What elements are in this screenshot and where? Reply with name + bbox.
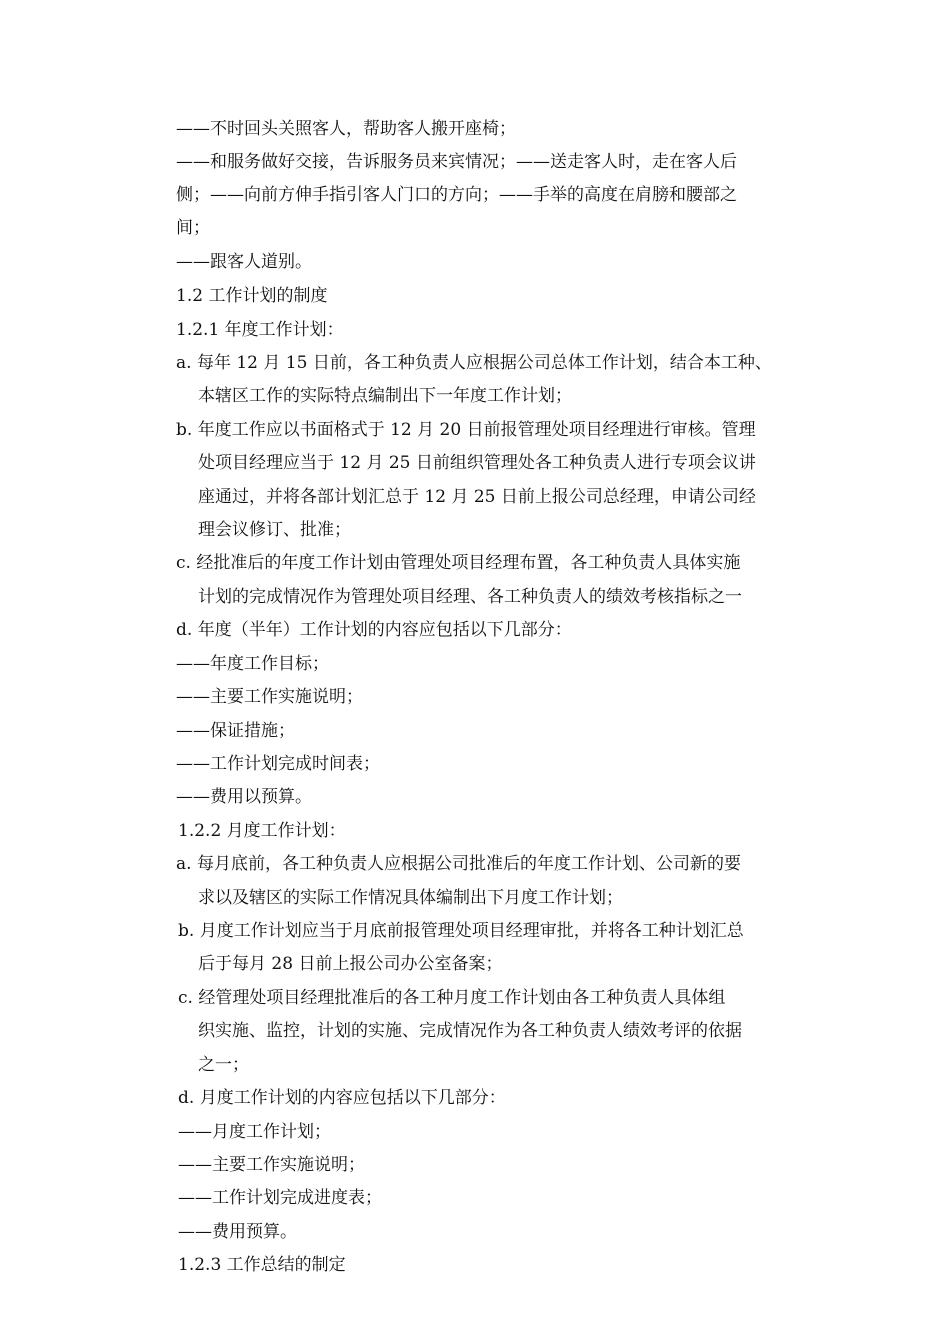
subsection-heading: 1.2.1 年度工作计划：: [176, 320, 344, 340]
list-item-d: d. 年度（半年）工作计划的内容应包括以下几部分：: [176, 620, 572, 640]
list-item-continuation: 计划的完成情况作为管理处项目经理、各工种负责人的绩效考核指标之一: [198, 587, 742, 607]
subsection-heading: 1.2.3 工作总结的制定: [178, 1255, 346, 1275]
list-item-continuation: 织实施、监控，计划的实施、完成情况作为各工种负责人绩效考评的依据: [198, 1021, 742, 1041]
text-line: ——和服务做好交接，告诉服务员来宾情况；——送走客人时，走在客人后: [176, 152, 737, 172]
text-line: 间；: [176, 218, 210, 238]
list-item-b: b. 年度工作应以书面格式于 12 月 20 日前报管理处项目经理进行审核。管理: [176, 420, 756, 440]
list-item-a: a. 每月底前，各工种负责人应根据公司批准后的年度工作计划、公司新的要: [176, 854, 741, 874]
text-line: 侧；——向前方伸手指引客人门口的方向；——手举的高度在肩膀和腰部之: [176, 185, 737, 205]
list-item-b: b. 月度工作计划应当于月底前报管理处项目经理审批，并将各工种计划汇总: [178, 921, 744, 941]
list-item-d: d. 月度工作计划的内容应包括以下几部分：: [178, 1088, 506, 1108]
dash-item: ——主要工作实施说明；: [176, 687, 363, 707]
list-item-c: c. 经批准后的年度工作计划由管理处项目经理布置，各工种负责人具体实施: [176, 553, 741, 573]
list-item-continuation: 后于每月 28 日前上报公司办公室备案；: [198, 954, 503, 974]
section-heading: 1.2 工作计划的制度: [176, 286, 328, 306]
list-item-continuation: 之一；: [198, 1055, 249, 1075]
list-item-continuation: 座通过，并将各部计划汇总于 12 月 25 日前上报公司总经理，申请公司经: [198, 487, 756, 507]
dash-item: ——工作计划完成进度表；: [178, 1188, 382, 1208]
text-line: ——不时回头关照客人，帮助客人搬开座椅；: [176, 119, 516, 139]
dash-item: ——保证措施；: [176, 721, 295, 741]
dash-item: ——年度工作目标；: [176, 654, 329, 674]
dash-item: ——月度工作计划；: [178, 1122, 331, 1142]
text-line: ——跟客人道别。: [176, 252, 312, 272]
list-item-continuation: 理会议修订、批准；: [198, 520, 351, 540]
list-item-continuation: 求以及辖区的实际工作情况具体编制出下月度工作计划；: [198, 888, 623, 908]
dash-item: ——费用预算。: [178, 1222, 297, 1242]
list-item-continuation: 本辖区工作的实际特点编制出下一年度工作计划；: [198, 386, 572, 406]
dash-item: ——费用以预算。: [176, 787, 312, 807]
dash-item: ——工作计划完成时间表；: [176, 754, 380, 774]
dash-item: ——主要工作实施说明；: [178, 1155, 365, 1175]
list-item-a: a. 每年 12 月 15 日前，各工种负责人应根据公司总体工作计划，结合本工种、: [176, 353, 772, 373]
subsection-heading: 1.2.2 月度工作计划：: [178, 821, 346, 841]
list-item-continuation: 处项目经理应当于 12 月 25 日前组织管理处各工种负责人进行专项会议讲: [198, 453, 756, 473]
list-item-c: c. 经管理处项目经理批准后的各工种月度工作计划由各工种负责人具体组: [178, 988, 726, 1008]
